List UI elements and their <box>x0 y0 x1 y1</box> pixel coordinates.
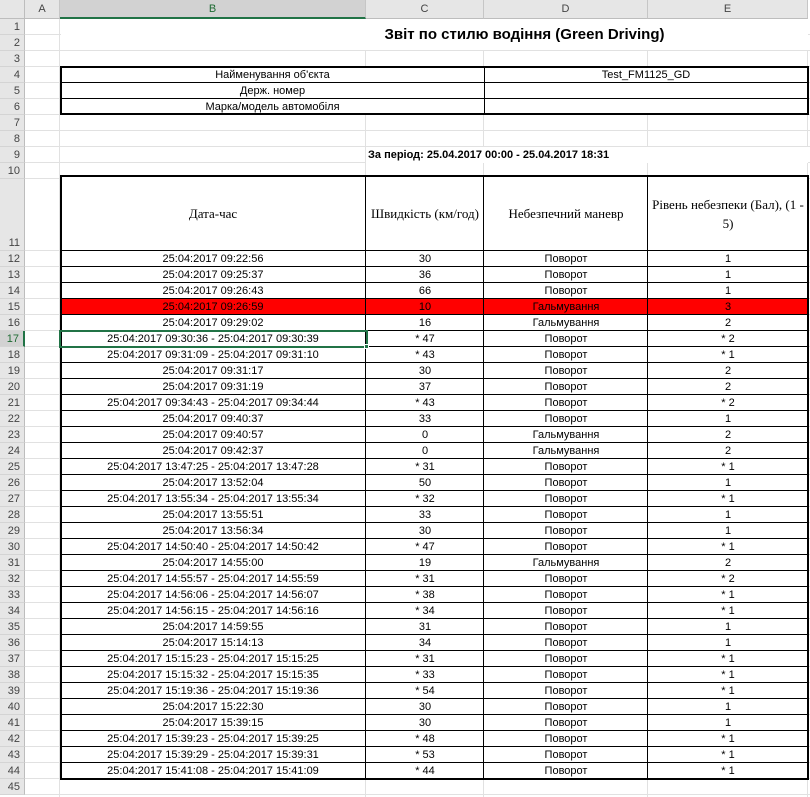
cell-datetime[interactable]: 25:04:2017 15:39:23 - 25:04:2017 15:39:25 <box>107 733 319 745</box>
cell-danger[interactable]: 2 <box>724 317 732 329</box>
cell-datetime[interactable]: 25:04:2017 09:26:59 <box>162 301 264 313</box>
cell-danger[interactable]: 1 <box>724 413 732 425</box>
row-header-14[interactable]: 14 <box>0 283 25 299</box>
cell-speed[interactable]: 37 <box>418 381 432 393</box>
cell-speed[interactable]: * 31 <box>415 653 435 665</box>
table-border <box>61 298 808 299</box>
table-row[interactable] <box>61 427 808 443</box>
cell-danger[interactable]: 1 <box>724 285 732 297</box>
column-header-e[interactable]: E <box>648 0 808 19</box>
row-header-27[interactable]: 27 <box>0 491 25 507</box>
table-row[interactable] <box>61 379 808 395</box>
cell-danger[interactable]: 3 <box>724 301 732 313</box>
cell-danger[interactable]: * 1 <box>721 733 735 745</box>
table-border <box>61 538 808 539</box>
table-row[interactable] <box>61 555 808 571</box>
cell-speed[interactable]: 30 <box>418 717 432 729</box>
table-border <box>61 522 808 523</box>
cell-danger[interactable]: * 2 <box>721 397 735 409</box>
cell-speed[interactable]: 30 <box>418 525 432 537</box>
cell-maneuver[interactable]: Гальмування <box>532 301 600 313</box>
cell-maneuver[interactable]: Поворот <box>544 269 588 281</box>
cell-danger[interactable]: * 1 <box>721 589 735 601</box>
cell-danger[interactable]: * 2 <box>721 573 735 585</box>
info-label: Марка/модель автомобіля <box>205 101 340 113</box>
cell-speed[interactable]: 50 <box>418 477 432 489</box>
cell-maneuver[interactable]: Поворот <box>544 381 588 393</box>
cell-datetime[interactable]: 25:04:2017 15:15:23 - 25:04:2017 15:15:25 <box>107 653 319 665</box>
cell-datetime[interactable]: 25:04:2017 13:52:04 <box>162 477 264 489</box>
cell-datetime[interactable]: 25:04:2017 09:31:19 <box>162 381 264 393</box>
cell-maneuver[interactable]: Поворот <box>544 573 588 585</box>
cell-speed[interactable]: 30 <box>418 701 432 713</box>
cell-speed[interactable]: 19 <box>418 557 432 569</box>
row-header-36[interactable]: 36 <box>0 635 25 651</box>
row-header-39[interactable]: 39 <box>0 683 25 699</box>
row-header-37[interactable]: 37 <box>0 651 25 667</box>
table-border <box>807 66 809 115</box>
row-header-12[interactable]: 12 <box>0 251 25 267</box>
cell-datetime[interactable]: 25:04:2017 09:26:43 <box>162 285 264 297</box>
table-row[interactable] <box>61 443 808 459</box>
cell-speed[interactable]: * 48 <box>415 733 435 745</box>
gridline <box>25 794 810 795</box>
cell-speed[interactable]: 0 <box>421 429 429 441</box>
cell-danger[interactable]: 2 <box>724 445 732 457</box>
cell-maneuver[interactable]: Поворот <box>544 701 588 713</box>
cell-speed[interactable]: * 43 <box>415 397 435 409</box>
cell-datetime[interactable]: 25:04:2017 09:25:37 <box>162 269 264 281</box>
cell-maneuver[interactable]: Поворот <box>544 669 588 681</box>
cell-datetime[interactable]: 25:04:2017 09:34:43 - 25:04:2017 09:34:44 <box>107 397 319 409</box>
cell-datetime[interactable]: 25:04:2017 09:40:37 <box>162 413 264 425</box>
row-header-33[interactable]: 33 <box>0 587 25 603</box>
cell-maneuver[interactable]: Поворот <box>544 333 588 345</box>
cell-datetime[interactable]: 25:04:2017 09:29:02 <box>162 317 264 329</box>
table-border <box>61 442 808 443</box>
cell-maneuver[interactable]: Гальмування <box>532 317 600 329</box>
table-border <box>61 650 808 651</box>
table-row[interactable] <box>61 283 808 299</box>
table-border <box>61 698 808 699</box>
row-header-32[interactable]: 32 <box>0 571 25 587</box>
table-row[interactable] <box>61 587 808 603</box>
cell-danger[interactable]: * 1 <box>721 349 735 361</box>
cell-speed[interactable]: * 32 <box>415 493 435 505</box>
cell-datetime[interactable]: 25:04:2017 15:15:32 - 25:04:2017 15:15:35 <box>107 669 319 681</box>
cell-danger[interactable]: 2 <box>724 365 732 377</box>
table-border <box>61 362 808 363</box>
row-header-11[interactable]: 11 <box>0 179 25 251</box>
cell-speed[interactable]: * 53 <box>415 749 435 761</box>
table-row[interactable] <box>61 347 808 363</box>
table-border <box>61 490 808 491</box>
table-border <box>61 266 808 267</box>
cell-maneuver[interactable]: Гальмування <box>532 557 600 569</box>
table-row[interactable] <box>61 299 808 315</box>
cell-datetime[interactable]: 25:04:2017 09:31:17 <box>162 365 264 377</box>
table-border <box>61 554 808 555</box>
cell-maneuver[interactable]: Поворот <box>544 605 588 617</box>
info-value <box>484 83 808 99</box>
cell-danger[interactable]: * 1 <box>721 605 735 617</box>
row-header-29[interactable]: 29 <box>0 523 25 539</box>
cell-danger[interactable]: 1 <box>724 621 732 633</box>
row-header-13[interactable]: 13 <box>0 267 25 283</box>
row-header-23[interactable]: 23 <box>0 427 25 443</box>
table-border <box>61 714 808 715</box>
report-title <box>61 19 808 50</box>
cell-danger[interactable]: 2 <box>724 429 732 441</box>
table-row[interactable] <box>61 475 808 491</box>
table-row[interactable] <box>61 363 808 379</box>
column-header-c[interactable]: C <box>366 0 484 19</box>
cell-datetime[interactable]: 25:04:2017 15:14:13 <box>162 637 264 649</box>
table-border <box>61 634 808 635</box>
row-header-15[interactable]: 15 <box>0 299 25 315</box>
cell-danger[interactable]: * 1 <box>721 493 735 505</box>
table-border <box>61 314 808 315</box>
cell-datetime[interactable]: 25:04:2017 15:39:15 <box>162 717 264 729</box>
row-header-40[interactable]: 40 <box>0 699 25 715</box>
table-border <box>60 778 809 780</box>
row-header-31[interactable]: 31 <box>0 555 25 571</box>
cell-maneuver[interactable]: Гальмування <box>532 445 600 457</box>
table-border <box>61 682 808 683</box>
cell-maneuver[interactable]: Поворот <box>544 349 588 361</box>
cell-speed[interactable]: * 31 <box>415 573 435 585</box>
cell-danger[interactable]: 1 <box>724 637 732 649</box>
header-maneuver: Небезпечний маневр <box>508 206 624 221</box>
table-row[interactable] <box>61 251 808 267</box>
row-header-8[interactable]: 8 <box>0 131 25 147</box>
table-border <box>61 730 808 731</box>
cell-speed[interactable]: 16 <box>418 317 432 329</box>
cell-datetime[interactable]: 25:04:2017 09:42:37 <box>162 445 264 457</box>
table-border <box>61 506 808 507</box>
row-header-43[interactable]: 43 <box>0 747 25 763</box>
table-row[interactable] <box>61 763 808 779</box>
table-border <box>61 458 808 459</box>
table-border <box>61 602 808 603</box>
table-row[interactable] <box>61 635 808 651</box>
cell-danger[interactable]: * 1 <box>721 461 735 473</box>
cell-maneuver[interactable]: Поворот <box>544 477 588 489</box>
row-header-22[interactable]: 22 <box>0 411 25 427</box>
row-header-9[interactable]: 9 <box>0 147 25 163</box>
cell-danger[interactable]: 2 <box>724 557 732 569</box>
table-row[interactable] <box>61 699 808 715</box>
cell-danger[interactable]: 1 <box>724 717 732 729</box>
table-border <box>60 175 809 177</box>
row-header-17[interactable]: 17 <box>0 331 25 347</box>
row-header-24[interactable]: 24 <box>0 443 25 459</box>
cell-danger[interactable]: * 1 <box>721 541 735 553</box>
cell-maneuver[interactable]: Поворот <box>544 365 588 377</box>
cell-maneuver[interactable]: Поворот <box>544 525 588 537</box>
table-border <box>61 250 808 251</box>
table-border <box>60 113 809 115</box>
cell-maneuver[interactable]: Поворот <box>544 589 588 601</box>
cell-datetime[interactable]: 25:04:2017 13:55:34 - 25:04:2017 13:55:34 <box>107 493 319 505</box>
cell-speed[interactable]: * 31 <box>415 461 435 473</box>
row-header-42[interactable]: 42 <box>0 731 25 747</box>
table-row[interactable] <box>61 651 808 667</box>
row-header-1[interactable]: 1 <box>0 19 25 35</box>
row-header-44[interactable]: 44 <box>0 763 25 779</box>
column-header-b[interactable]: B <box>60 0 366 19</box>
cell-danger[interactable]: 1 <box>724 253 732 265</box>
table-border <box>60 66 809 68</box>
cell-danger[interactable]: 1 <box>724 477 732 489</box>
cell-danger[interactable]: * 1 <box>721 669 735 681</box>
cell-maneuver[interactable]: Поворот <box>544 733 588 745</box>
cell-datetime[interactable]: 25:04:2017 13:55:51 <box>162 509 264 521</box>
table-row[interactable] <box>61 715 808 731</box>
cell-datetime[interactable]: 25:04:2017 14:55:57 - 25:04:2017 14:55:59 <box>107 573 319 585</box>
cell-maneuver[interactable]: Поворот <box>544 413 588 425</box>
cell-datetime[interactable]: 25:04:2017 14:55:00 <box>162 557 264 569</box>
row-header-41[interactable]: 41 <box>0 715 25 731</box>
cell-maneuver[interactable]: Поворот <box>544 253 588 265</box>
cell-speed[interactable]: * 54 <box>415 685 435 697</box>
table-border <box>61 426 808 427</box>
row-header-30[interactable]: 30 <box>0 539 25 555</box>
cell-speed[interactable]: 30 <box>418 253 432 265</box>
column-header-d[interactable]: D <box>484 0 648 19</box>
table-border <box>61 410 808 411</box>
cell-speed[interactable]: 66 <box>418 285 432 297</box>
row-header-35[interactable]: 35 <box>0 619 25 635</box>
cell-maneuver[interactable]: Поворот <box>544 685 588 697</box>
cell-maneuver[interactable]: Поворот <box>544 493 588 505</box>
row-header-28[interactable]: 28 <box>0 507 25 523</box>
row-header-4[interactable]: 4 <box>0 67 25 83</box>
cell-maneuver[interactable]: Поворот <box>544 461 588 473</box>
table-row[interactable] <box>61 571 808 587</box>
table-row[interactable] <box>61 523 808 539</box>
row-header-5[interactable]: 5 <box>0 83 25 99</box>
fill-handle[interactable] <box>364 344 369 349</box>
cell-maneuver[interactable]: Поворот <box>544 509 588 521</box>
table-row[interactable] <box>61 507 808 523</box>
cell-speed[interactable]: * 43 <box>415 349 435 361</box>
cell-cursor[interactable] <box>59 330 368 348</box>
cell-speed[interactable]: 10 <box>418 301 432 313</box>
cell-danger[interactable]: 1 <box>724 525 732 537</box>
cell-speed[interactable]: 31 <box>418 621 432 633</box>
table-border <box>61 762 808 763</box>
table-row[interactable] <box>61 459 808 475</box>
cell-datetime[interactable]: 25:04:2017 14:50:40 - 25:04:2017 14:50:42 <box>107 541 319 553</box>
cell-speed[interactable]: 30 <box>418 365 432 377</box>
cell-danger[interactable]: 1 <box>724 509 732 521</box>
table-row[interactable] <box>61 491 808 507</box>
row-header-3[interactable]: 3 <box>0 51 25 67</box>
table-row[interactable] <box>61 539 808 555</box>
cell-maneuver[interactable]: Поворот <box>544 765 588 777</box>
table-row[interactable] <box>61 747 808 763</box>
info-label: Держ. номер <box>239 85 306 97</box>
cell-datetime[interactable]: 25:04:2017 09:31:09 - 25:04:2017 09:31:10 <box>107 349 319 361</box>
table-border <box>61 474 808 475</box>
cell-maneuver[interactable]: Поворот <box>544 653 588 665</box>
cell-speed[interactable]: * 47 <box>415 541 435 553</box>
cell-maneuver[interactable]: Поворот <box>544 541 588 553</box>
cell-datetime[interactable]: 25:04:2017 13:56:34 <box>162 525 264 537</box>
cell-maneuver[interactable]: Поворот <box>544 717 588 729</box>
row-header-20[interactable]: 20 <box>0 379 25 395</box>
cell-speed[interactable]: * 44 <box>415 765 435 777</box>
table-row[interactable] <box>61 731 808 747</box>
table-row[interactable] <box>61 683 808 699</box>
cell-speed[interactable]: 0 <box>421 445 429 457</box>
row-header-6[interactable]: 6 <box>0 99 25 115</box>
table-border <box>61 394 808 395</box>
row-header-34[interactable]: 34 <box>0 603 25 619</box>
cell-datetime[interactable]: 25:04:2017 15:19:36 - 25:04:2017 15:19:36 <box>107 685 319 697</box>
cell-danger[interactable]: * 1 <box>721 749 735 761</box>
cell-speed[interactable]: 34 <box>418 637 432 649</box>
table-row[interactable] <box>61 619 808 635</box>
cell-datetime[interactable]: 25:04:2017 15:39:29 - 25:04:2017 15:39:31 <box>107 749 319 761</box>
row-header-10[interactable]: 10 <box>0 163 25 179</box>
table-border <box>61 82 808 83</box>
gridline <box>25 50 810 51</box>
cell-maneuver[interactable]: Поворот <box>544 285 588 297</box>
table-border <box>61 586 808 587</box>
cell-speed[interactable]: 33 <box>418 509 432 521</box>
cell-maneuver[interactable]: Поворот <box>544 621 588 633</box>
row-header-38[interactable]: 38 <box>0 667 25 683</box>
cell-speed[interactable]: * 38 <box>415 589 435 601</box>
table-row[interactable] <box>61 411 808 427</box>
cell-speed[interactable]: * 34 <box>415 605 435 617</box>
table-border <box>484 66 485 115</box>
table-row[interactable] <box>61 667 808 683</box>
header-speed: Швидкість (км/год) <box>371 206 479 221</box>
row-header-18[interactable]: 18 <box>0 347 25 363</box>
row-header-16[interactable]: 16 <box>0 315 25 331</box>
select-all-corner[interactable] <box>0 0 25 19</box>
row-header-45[interactable]: 45 <box>0 779 25 795</box>
cell-maneuver[interactable]: Гальмування <box>532 429 600 441</box>
cell-danger[interactable]: 1 <box>724 269 732 281</box>
cell-maneuver[interactable]: Поворот <box>544 637 588 649</box>
row-header-7[interactable]: 7 <box>0 115 25 131</box>
table-border <box>61 282 808 283</box>
cell-danger[interactable]: * 1 <box>721 653 735 665</box>
cell-datetime[interactable]: 25:04:2017 09:22:56 <box>162 253 264 265</box>
cell-datetime[interactable]: 25:04:2017 14:59:55 <box>162 621 264 633</box>
table-row[interactable] <box>61 267 808 283</box>
cell-datetime[interactable]: 25:04:2017 14:56:15 - 25:04:2017 14:56:16 <box>107 605 319 617</box>
cell-speed[interactable]: * 47 <box>415 333 435 345</box>
row-header-19[interactable]: 19 <box>0 363 25 379</box>
row-header-2[interactable]: 2 <box>0 35 25 51</box>
cell-datetime[interactable]: 25:04:2017 14:56:06 - 25:04:2017 14:56:07 <box>107 589 319 601</box>
gridline <box>25 130 810 131</box>
row-header-21[interactable]: 21 <box>0 395 25 411</box>
cell-datetime[interactable]: 25:04:2017 15:41:08 - 25:04:2017 15:41:09 <box>107 765 319 777</box>
info-value: Test_FM1125_GD <box>601 69 691 81</box>
row-header-25[interactable]: 25 <box>0 459 25 475</box>
table-border <box>61 570 808 571</box>
table-border <box>61 618 808 619</box>
info-label: Найменування об'єкта <box>215 69 330 81</box>
cell-speed[interactable]: 33 <box>418 413 432 425</box>
cell-maneuver[interactable]: Поворот <box>544 397 588 409</box>
cell-datetime[interactable]: 25:04:2017 13:47:25 - 25:04:2017 13:47:28 <box>107 461 319 473</box>
table-border <box>61 98 808 99</box>
cell-datetime[interactable]: 25:04:2017 09:40:57 <box>162 429 264 441</box>
table-border <box>60 66 62 115</box>
table-row[interactable] <box>61 395 808 411</box>
table-row[interactable] <box>61 603 808 619</box>
cell-danger[interactable]: 1 <box>724 701 732 713</box>
cell-danger[interactable]: 2 <box>724 381 732 393</box>
table-border <box>61 666 808 667</box>
cell-danger[interactable]: * 1 <box>721 765 735 777</box>
table-row[interactable] <box>61 315 808 331</box>
cell-speed[interactable]: * 33 <box>415 669 435 681</box>
column-header-a[interactable]: A <box>25 0 60 19</box>
report-period: За період: 25.04.2017 00:00 - 25.04.2017 18:31 <box>368 149 610 161</box>
table-border <box>61 746 808 747</box>
cell-maneuver[interactable]: Поворот <box>544 749 588 761</box>
row-header-26[interactable]: 26 <box>0 475 25 491</box>
header-date-time: Дата-час <box>188 206 238 221</box>
table-border <box>61 378 808 379</box>
cell-datetime[interactable]: 25:04:2017 15:22:30 <box>162 701 264 713</box>
cell-datetime[interactable]: 25:04:2017 09:30:36 - 25:04:2017 09:30:39 <box>107 333 319 345</box>
cell-danger[interactable]: * 2 <box>721 333 735 345</box>
cell-danger[interactable]: * 1 <box>721 685 735 697</box>
report-title-text: Звіт по стилю водіння (Green Driving) <box>384 26 665 43</box>
cell-speed[interactable]: 36 <box>418 269 432 281</box>
header-danger-level: Рівень небезпеки (Бал), (1 - 5) <box>652 196 804 231</box>
